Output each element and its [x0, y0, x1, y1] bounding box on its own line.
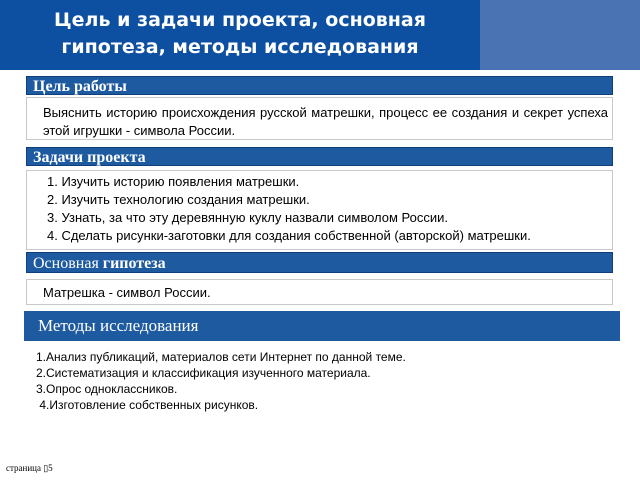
hypothesis-header-normal: Основная: [33, 255, 99, 272]
methods-list: [36, 349, 596, 413]
goal-header: Цель работы: [26, 76, 613, 95]
method-item: 2.Систематизация и классификация изученного материала.: [36, 366, 371, 380]
page-number: страница ▯5: [6, 463, 53, 473]
method-item: 3.Опрос одноклассников.: [36, 382, 178, 396]
hypothesis-header: [26, 252, 613, 273]
tasks-list: [26, 170, 613, 250]
task-item: 1. Изучить историю появления матрешки.: [47, 174, 300, 189]
task-item: 3. Узнать, за что эту деревянную куклу назвали символом России.: [47, 210, 449, 225]
methods-header: Методы исследования: [24, 311, 620, 341]
method-item: 1.Анализ публикаций, материалов сети Интернет по данной теме.: [36, 350, 406, 364]
method-item: 4.Изготовление собственных рисунков.: [36, 398, 259, 412]
tasks-header: Задачи проекта: [26, 147, 613, 166]
task-item: 2. Изучить технологию создания матрешки.: [47, 192, 310, 207]
hypothesis-text: Матрешка - символ России.: [26, 279, 613, 305]
goal-text: Выяснить историю происхождения русской матрешки, процесс ее создания и секрет успеха этой игрушки - символа России.: [26, 97, 613, 140]
task-item: 4. Сделать рисунки-заготовки для создания собственной (авторской) матрешки.: [47, 228, 531, 243]
hypothesis-header-bold: гипотеза: [102, 255, 166, 272]
title-box: [0, 0, 480, 70]
slide-title: Цель и задачи проекта, основная гипотеза, методы исследования: [54, 9, 426, 58]
